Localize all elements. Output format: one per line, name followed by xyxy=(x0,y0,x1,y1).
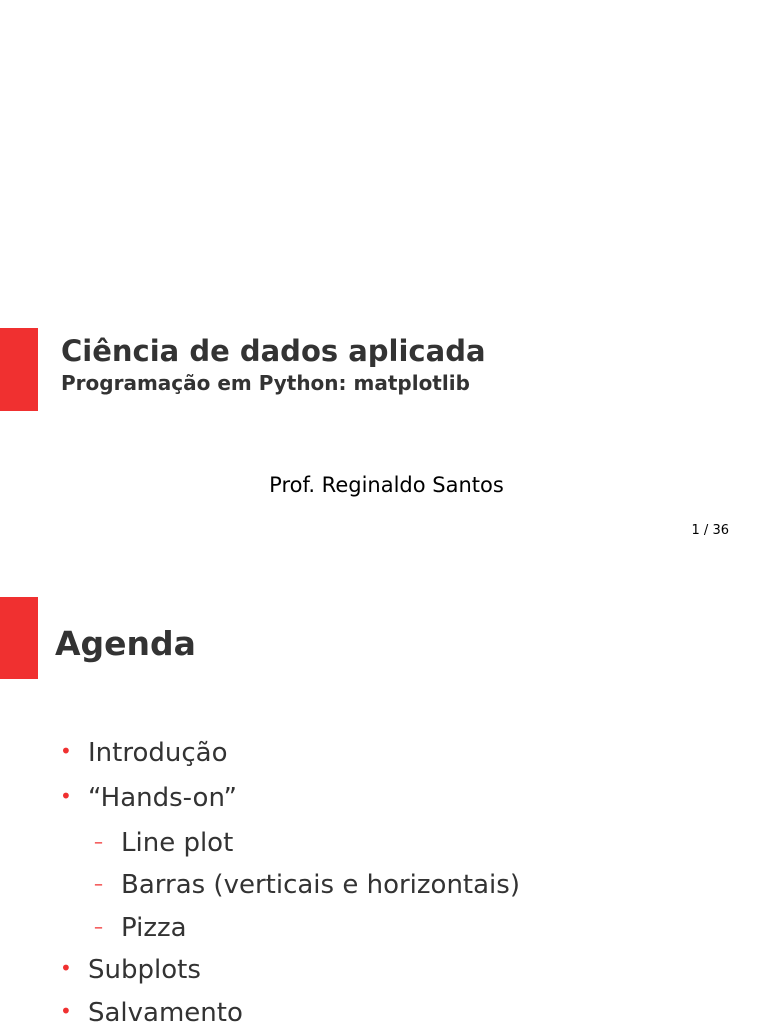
bullet-icon: • xyxy=(60,784,72,808)
agenda-title: Agenda xyxy=(55,624,196,663)
agenda-item-text: Barras (verticais e horizontais) xyxy=(121,870,520,900)
agenda-item-text: Line plot xyxy=(121,828,234,858)
agenda-item-text: Subplots xyxy=(88,955,201,985)
agenda-accent-bar xyxy=(0,597,38,679)
author-name: Prof. Reginaldo Santos xyxy=(269,473,504,497)
title-accent-bar xyxy=(0,328,38,411)
agenda-slide xyxy=(0,560,768,1028)
agenda-item-text: Introdução xyxy=(88,738,228,768)
agenda-item xyxy=(60,738,227,768)
presentation-subtitle: Programação em Python: matplotlib xyxy=(61,371,470,395)
agenda-item-text: Salvamento xyxy=(88,998,243,1028)
agenda-item xyxy=(60,783,237,813)
agenda-subitem xyxy=(94,828,233,858)
agenda-item-text: “Hands-on” xyxy=(88,783,237,813)
agenda-subitem xyxy=(94,870,520,900)
agenda-subitem xyxy=(94,913,187,943)
bullet-icon: • xyxy=(60,739,72,763)
page-counter: 1 / 36 xyxy=(691,523,729,538)
presentation-title: Ciência de dados aplicada xyxy=(61,334,486,368)
dash-icon: – xyxy=(94,832,103,853)
agenda-item-text: Pizza xyxy=(121,913,187,943)
bullet-icon: • xyxy=(60,999,72,1023)
bullet-icon: • xyxy=(60,956,72,980)
dash-icon: – xyxy=(94,874,103,895)
agenda-item xyxy=(60,955,201,985)
dash-icon: – xyxy=(94,917,103,938)
